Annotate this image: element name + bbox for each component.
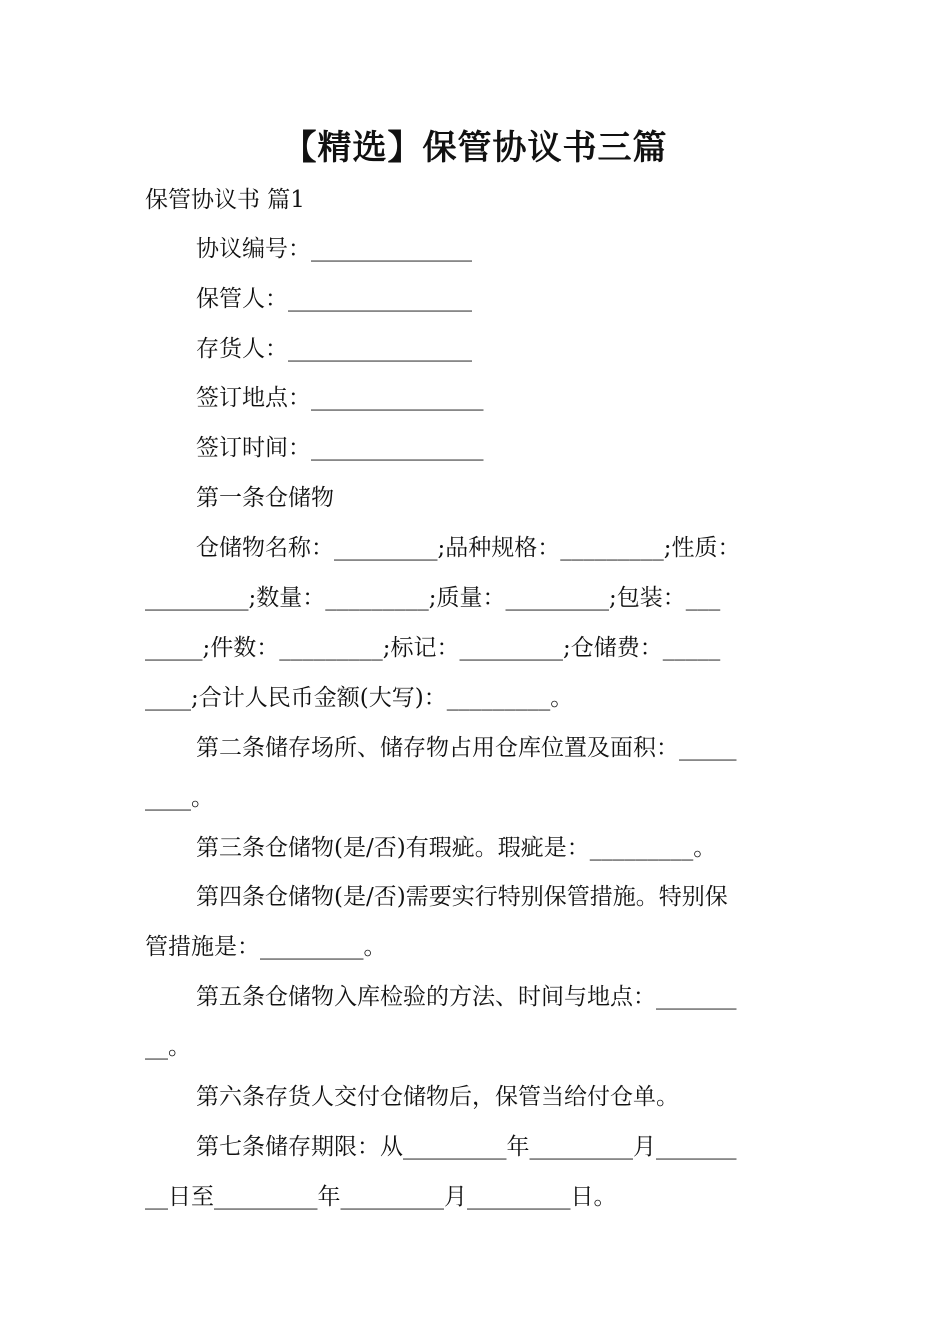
article-1-text-line: 仓储物名称：_________;品种规格：_________;性质： (196, 535, 741, 561)
article-1-heading: 第一条仓储物 (196, 485, 334, 511)
agreement-number-line: 协议编号：______________ (196, 236, 472, 262)
signing-place-line: 签订地点：_______________ (196, 385, 484, 411)
article-2-text-line: ____。 (145, 785, 214, 811)
article-5-text-line: __。 (145, 1034, 191, 1060)
article-7-text-line: 第七条储存期限：从_________年_________月_______ (196, 1134, 737, 1160)
article-5-text-line: 第五条仓储物入库检验的方法、时间与地点：_______ (196, 984, 737, 1010)
article-7-text-line: __日至_________年_________月_________日。 (145, 1184, 617, 1210)
article-4-text-line: 第四条仓储物(是/否)需要实行特别保管措施。特别保 (196, 884, 728, 910)
article-2-text-line: 第二条储存场所、储存物占用仓库位置及面积：_____ (196, 735, 737, 761)
article-1-text-line: _________;数量：_________;质量：_________;包装：___ (145, 585, 721, 611)
depositor-line: 存货人：________________ (196, 336, 472, 362)
article-1-text-line: ____;合计人民币金额(大写)：_________。 (145, 685, 574, 711)
signing-time-line: 签订时间：_______________ (196, 435, 484, 461)
custodian-line: 保管人：________________ (196, 286, 472, 312)
article-1-text-line: _____;件数：_________;标记：_________;仓储费：_____ (145, 635, 721, 661)
article-4-text-line: 管措施是：_________。 (145, 934, 387, 960)
article-6-text-line: 第六条存货人交付仓储物后，保管当给付仓单。 (196, 1084, 679, 1110)
document-title: 【精选】保管协议书三篇 (282, 128, 668, 168)
document-subtitle: 保管协议书 篇1 (145, 187, 305, 213)
article-3-text-line: 第三条仓储物(是/否)有瑕疵。瑕疵是：_________。 (196, 835, 717, 861)
